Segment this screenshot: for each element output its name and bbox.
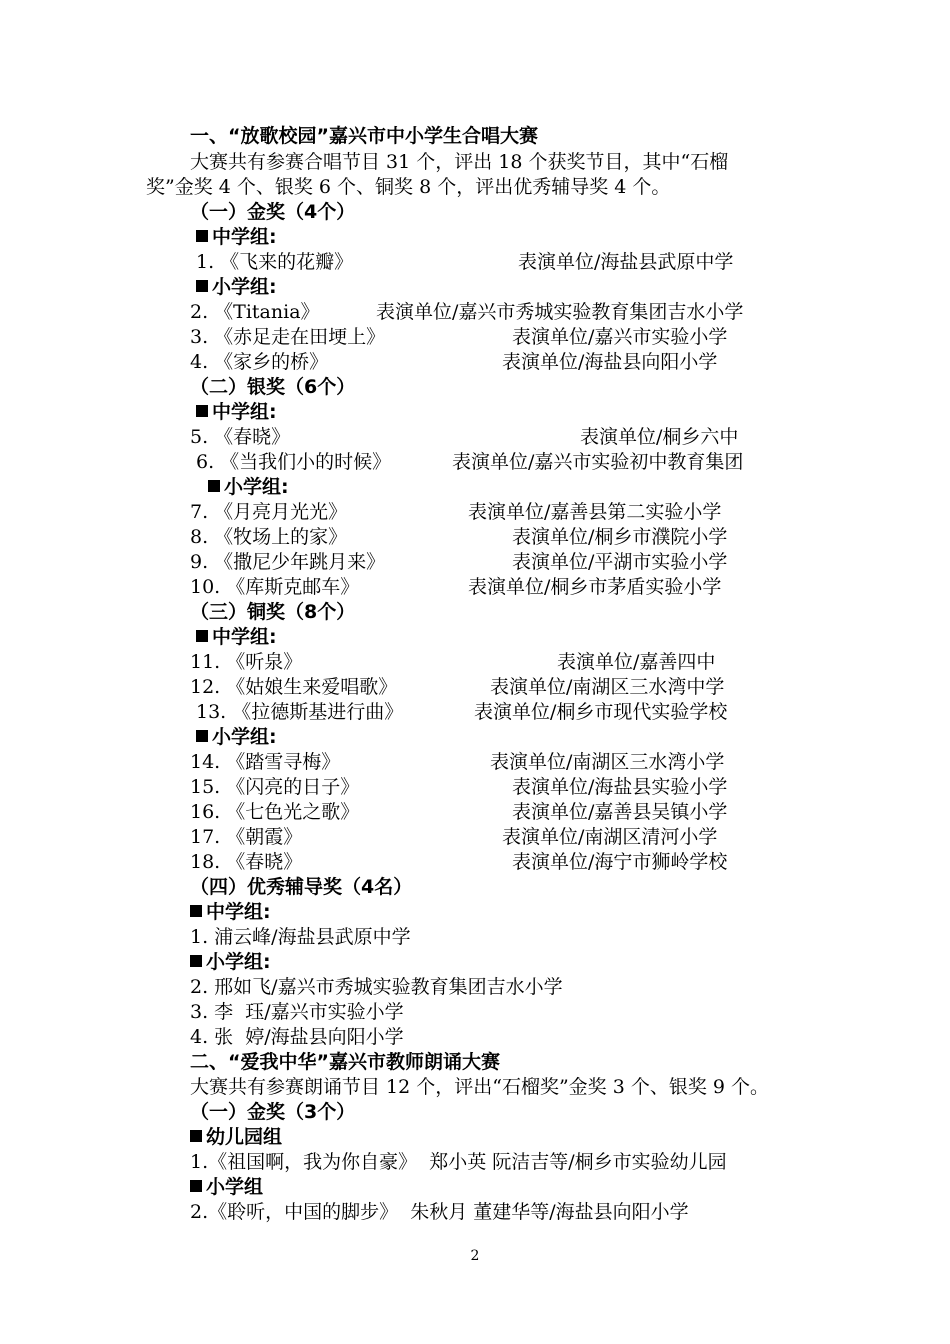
- entry-4: 4. 《家乡的桥》 表演单位/海盐县向阳小学: [190, 351, 718, 373]
- entry-18: 18. 《春晓》 表演单位/海宁市狮岭学校: [190, 851, 728, 873]
- section2-summary: 大赛共有参赛朗诵节目 12 个，评出“石榴奖”金奖 3 个、银奖 9 个。: [190, 1076, 770, 1098]
- entry-13: 13. 《拉德斯基进行曲》 表演单位/桐乡市现代实验学校: [196, 701, 728, 723]
- recital-entry-1: 1.《祖国啊，我为你自豪》 郑小英 阮洁吉等/桐乡市实验幼儿园: [190, 1151, 727, 1173]
- group-label-primary: 小学组:: [190, 950, 271, 974]
- entry-3: 3. 《赤足走在田埂上》 表演单位/嘉兴市实验小学: [190, 326, 728, 348]
- bronze-heading: （三）铜奖（8个）: [190, 601, 356, 623]
- entry-15: 15. 《闪亮的日子》 表演单位/海盐县实验小学: [190, 776, 728, 798]
- section2-gold-heading: （一）金奖（3个）: [190, 1101, 356, 1123]
- square-bullet-icon: [196, 405, 208, 417]
- tutor-3: 3. 李 珏/嘉兴市实验小学: [190, 1001, 404, 1023]
- square-bullet-icon: [190, 1130, 202, 1142]
- section1-summary-line2: 奖”金奖 4 个、银奖 6 个、铜奖 8 个，评出优秀辅导奖 4 个。: [146, 176, 671, 198]
- entry-17: 17. 《朝霞》 表演单位/南湖区清河小学: [190, 826, 718, 848]
- section1-summary-line1: 大赛共有参赛合唱节目 31 个，评出 18 个获奖节目，其中“石榴: [190, 151, 729, 173]
- square-bullet-icon: [196, 730, 208, 742]
- entry-9: 9. 《撒尼少年跳月来》 表演单位/平湖市实验小学: [190, 551, 728, 573]
- gold-heading: （一）金奖（4个）: [190, 201, 356, 223]
- entry-6: 6. 《当我们小的时候》 表演单位/嘉兴市实验初中教育集团: [196, 451, 744, 473]
- entry-16: 16. 《七色光之歌》 表演单位/嘉善县吴镇小学: [190, 801, 728, 823]
- square-bullet-icon: [196, 630, 208, 642]
- square-bullet-icon: [196, 230, 208, 242]
- tutor-4: 4. 张 婷/海盐县向阳小学: [190, 1026, 404, 1048]
- square-bullet-icon: [196, 280, 208, 292]
- group-label-primary: 小学组:: [196, 275, 277, 299]
- entry-2: 2. 《Titania》 表演单位/嘉兴市秀城实验教育集团吉水小学: [190, 301, 744, 323]
- square-bullet-icon: [190, 905, 202, 917]
- tutor-heading: （四）优秀辅导奖（4名）: [190, 876, 413, 898]
- group-label-kindergarten: 幼儿园组: [190, 1125, 282, 1149]
- square-bullet-icon: [190, 955, 202, 967]
- entry-12: 12. 《姑娘生来爱唱歌》 表演单位/南湖区三水湾中学: [190, 676, 725, 698]
- page-number: 2: [470, 1248, 480, 1264]
- entry-14: 14. 《踏雪寻梅》 表演单位/南湖区三水湾小学: [190, 751, 725, 773]
- tutor-1: 1. 浦云峰/海盐县武原中学: [190, 926, 411, 948]
- silver-heading: （二）银奖（6个）: [190, 376, 356, 398]
- tutor-2: 2. 邢如飞/嘉兴市秀城实验教育集团吉水小学: [190, 976, 563, 998]
- entry-5: 5. 《春晓》 表演单位/桐乡六中: [190, 426, 739, 448]
- group-label-middle: 中学组:: [196, 225, 277, 249]
- entry-11: 11. 《听泉》 表演单位/嘉善四中: [190, 651, 716, 673]
- entry-7: 7. 《月亮月光光》 表演单位/嘉善县第二实验小学: [190, 501, 722, 523]
- square-bullet-icon: [190, 1180, 202, 1192]
- square-bullet-icon: [208, 480, 220, 492]
- entry-10: 10. 《库斯克邮车》 表演单位/桐乡市茅盾实验小学: [190, 576, 722, 598]
- entry-8: 8. 《牧场上的家》 表演单位/桐乡市濮院小学: [190, 526, 728, 548]
- section1-title: 一、“放歌校园”嘉兴市中小学生合唱大赛: [190, 125, 538, 147]
- group-label-primary: 小学组:: [196, 725, 277, 749]
- group-label-middle: 中学组:: [190, 900, 271, 924]
- group-label-middle: 中学组:: [196, 625, 277, 649]
- group-label-primary: 小学组:: [208, 475, 289, 499]
- entry-1: 1. 《飞来的花瓣》 表演单位/海盐县武原中学: [196, 251, 734, 273]
- section2-title: 二、“爱我中华”嘉兴市教师朗诵大赛: [190, 1051, 500, 1073]
- group-label-primary: 小学组: [190, 1175, 263, 1199]
- recital-entry-2: 2.《聆听，中国的脚步》 朱秋月 董建华等/海盐县向阳小学: [190, 1201, 689, 1223]
- group-label-middle: 中学组:: [196, 400, 277, 424]
